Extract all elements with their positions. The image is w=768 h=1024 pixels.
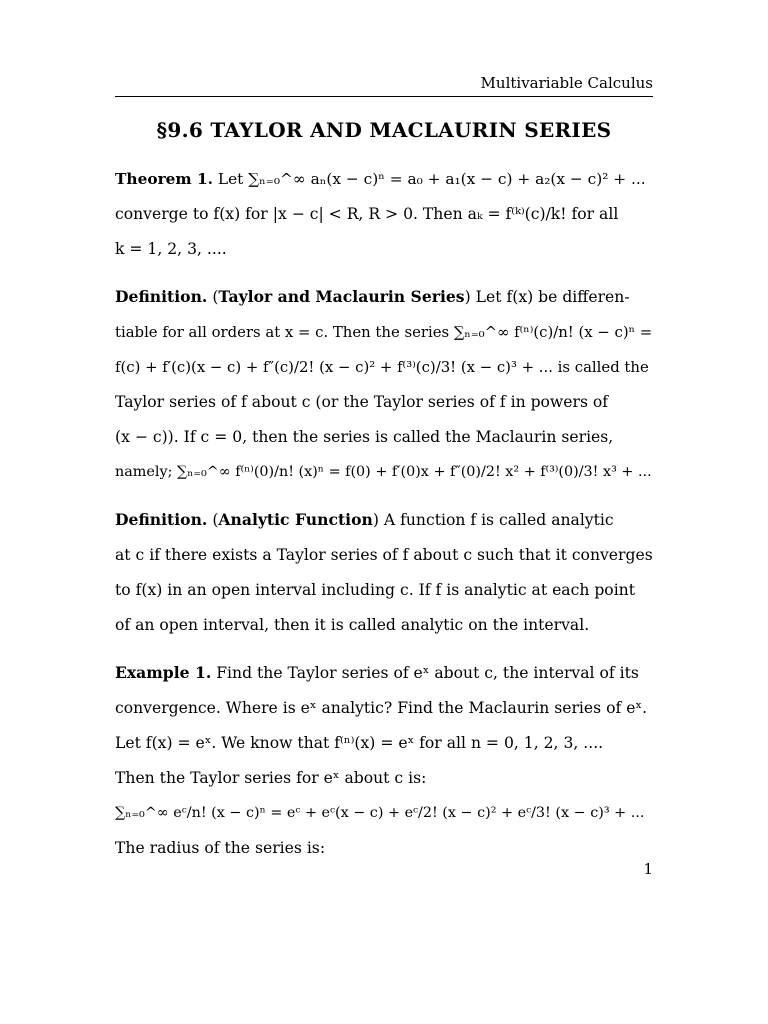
running-header: Multivariable Calculus: [480, 74, 653, 92]
definition1-line-5: (x − c)). If c = 0, then the series is called the Maclaurin series,: [115, 428, 614, 446]
definition2-line-1: Definition. (Analytic Function) A function f is called analytic: [115, 510, 614, 529]
example-1: [115, 655, 653, 866]
definition-analytic-function: [115, 502, 653, 643]
definition-taylor-maclaurin: [115, 279, 653, 490]
definition2-line-4: of an open interval, then it is called analytic on the interval.: [115, 616, 590, 634]
example1-text-1: Find the Taylor series of eˣ about c, the interval of its: [216, 664, 639, 682]
definition1-text-1: Let f(x) be differen-: [475, 288, 630, 306]
header-rule: [115, 96, 653, 97]
definition2-line-2: at c if there exists a Taylor series of f about c such that it converges: [115, 546, 653, 564]
definition1-line-3: f(c) + f′(c)(x − c) + f″(c)/2! (x − c)² + f⁽³⁾(c)/3! (x − c)³ + ... is called the: [115, 358, 649, 376]
definition2-text-1: A function f is called analytic: [383, 511, 614, 529]
example1-line-5: ∑ₙ₌₀^∞ eᶜ/n! (x − c)ⁿ = eᶜ + eᶜ(x − c) + eᶜ/2! (x − c)² + eᶜ/3! (x − c)³ + ...: [115, 805, 645, 821]
example1-line-1: [115, 655, 653, 691]
page-number: 1: [643, 860, 653, 878]
definition1-line-1: Definition. (Taylor and Maclaurin Series) Let f(x) be differen-: [115, 287, 630, 306]
definition1-line-2: tiable for all orders at x = c. Then the series ∑ₙ₌₀^∞ f⁽ⁿ⁾(c)/n! (x − c)ⁿ =: [115, 323, 653, 341]
section-title: §9.6 TAYLOR AND MACLAURIN SERIES: [156, 118, 612, 142]
definition1-name: Taylor and Maclaurin Series: [218, 287, 465, 306]
theorem-1: [115, 162, 653, 267]
example1-line-3: Let f(x) = eˣ. We know that f⁽ⁿ⁾(x) = eˣ for all n = 0, 1, 2, 3, ....: [115, 734, 604, 752]
definition1-label: Definition.: [115, 287, 208, 306]
theorem-text-1: Let ∑ₙ₌₀^∞ aₙ(x − c)ⁿ = a₀ + a₁(x − c) + a₂(x − c)² + ...: [217, 170, 646, 188]
theorem-label: Theorem 1.: [115, 170, 214, 188]
theorem-line-3: k = 1, 2, 3, ....: [115, 240, 227, 258]
example1-line-6: The radius of the series is:: [115, 839, 326, 857]
definition2-name: Analytic Function: [218, 510, 373, 529]
example1-line-4: Then the Taylor series for eˣ about c is:: [115, 769, 427, 787]
body-text: [115, 162, 653, 866]
example1-line-2: convergence. Where is eˣ analytic? Find the Maclaurin series of eˣ.: [115, 699, 648, 717]
definition2-label: Definition.: [115, 510, 208, 529]
definition1-line-4: Taylor series of f about c (or the Taylor series of f in powers of: [115, 393, 609, 411]
theorem-line-2: converge to f(x) for |x − c| < R, R > 0. Then aₖ = f⁽ᵏ⁾(c)/k! for all: [115, 205, 619, 223]
definition2-line-3: to f(x) in an open interval including c. If f is analytic at each point: [115, 581, 635, 599]
example1-label: Example 1.: [115, 663, 212, 682]
definition1-line-6: namely; ∑ₙ₌₀^∞ f⁽ⁿ⁾(0)/n! (x)ⁿ = f(0) + f′(0)x + f″(0)/2! x² + f⁽³⁾(0)/3! x³ + ...: [115, 464, 652, 480]
theorem-line-1: [115, 162, 653, 197]
